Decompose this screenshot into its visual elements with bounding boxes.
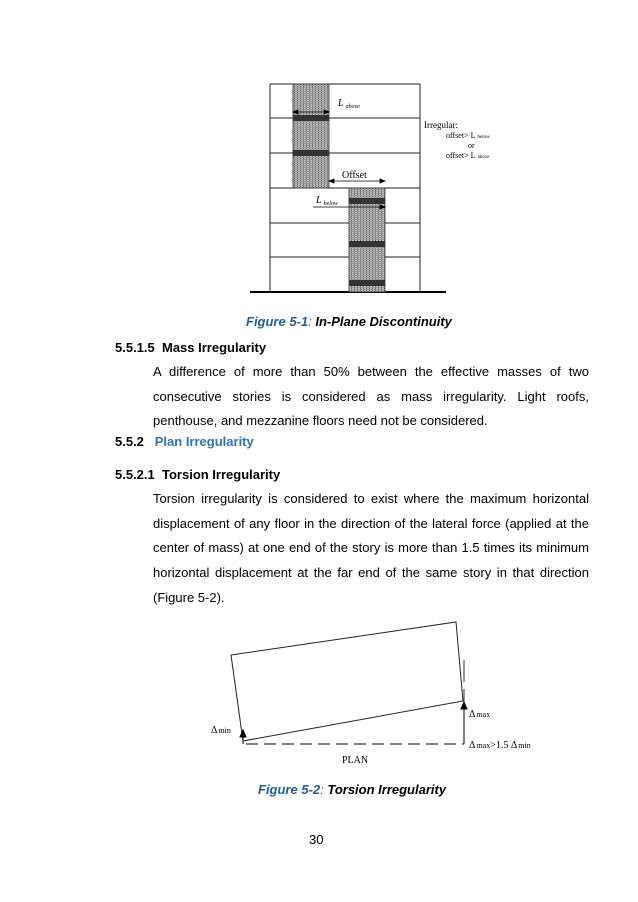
rotated-floor-plan [231,622,463,741]
l-below-label: L $_{below}$ [316,195,338,207]
figure-5-1-number: Figure 5-1 [246,314,309,329]
section-number: 5.5.2 [115,434,144,449]
irregular-title: Irregular: [424,120,458,130]
irregular-condition-2: offset> L above [446,151,490,160]
lower-shear-wall [349,188,385,292]
figure-5-1-colon: : [308,314,312,329]
section-5-5-1-5-heading [115,340,266,355]
section-title: Plan Irregularity [154,434,254,449]
offset-label: Offset [342,170,367,181]
irregular-or: or [468,141,475,150]
figure-in-plane-discontinuity [240,80,510,296]
figure-5-2-number: Figure 5-2 [258,782,321,797]
section-5-5-2-1-heading [115,467,280,482]
plan-label: PLAN [342,755,369,766]
upper-shear-wall [293,84,329,188]
section-number: 5.5.2.1 [115,467,155,482]
section-title: Torsion Irregularity [162,467,281,482]
figure-5-2-colon: : [320,782,324,797]
page-number: 30 [309,832,324,847]
figure-5-1-title: In-Plane Discontinuity [311,314,452,329]
figure-5-2-title: Torsion Irregularity [323,782,447,797]
l-above-label: L $_{above}$ [338,98,360,110]
section-5-5-2-heading [115,434,254,449]
torsion-irregularity-paragraph: Torsion irregularity is considered to exist where the maximum horizontal displacement of any floor in the direction of the lateral force (applied at the center of mass) at one end of the story is more than 1.5 times its minimum horizontal displacement at the far end of the same story in that direction (Figure 5-2). [153,491,589,605]
figure-5-1-caption [246,314,452,329]
irregular-condition-1: offset> L below [446,131,490,140]
torsion-condition-label: Δmax>1.5 Δmin [469,740,531,751]
figure-5-2-caption [258,782,446,797]
mass-irregularity-paragraph: A difference of more than 50% between the effective masses of two consecutive stories is considered as mass irregularity. Light roofs, penthouse, and mezzanine floors need not be considered. [153,364,589,429]
figure-torsion-irregularity [200,612,540,770]
delta-max-label: Δmax [469,709,491,720]
section-title: Mass Irregularity [162,340,267,355]
delta-min-label: Δmin [211,725,231,736]
section-number: 5.5.1.5 [115,340,155,355]
building-frame [270,84,420,292]
